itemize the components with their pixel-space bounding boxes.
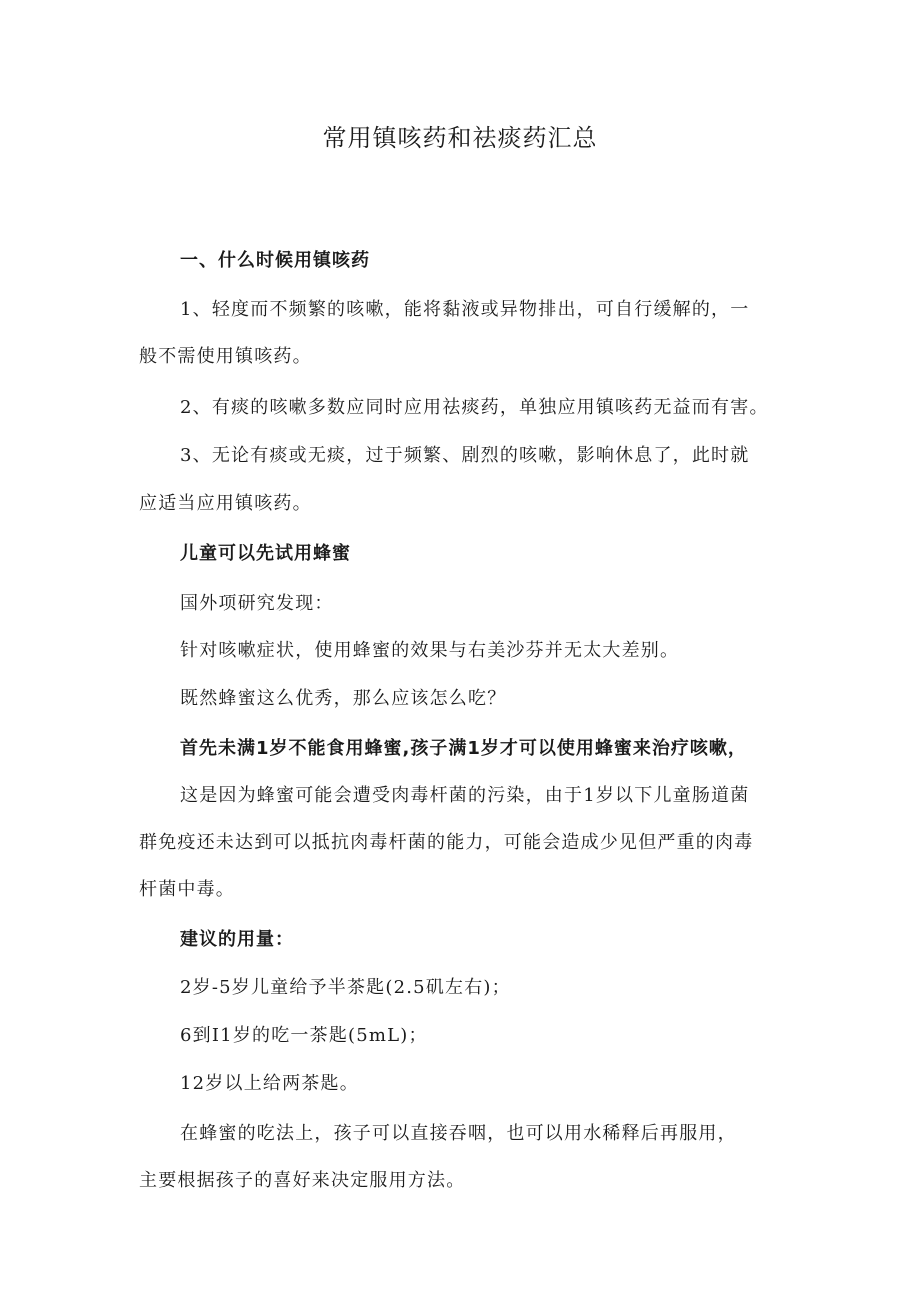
dose-age-12-plus: 12岁以上给两茶匙。: [180, 1073, 359, 1094]
method-line-1: 在蜂蜜的吃法上，孩子可以直接吞咽，也可以用水稀释后再服用，: [180, 1123, 737, 1144]
paragraph-3-line-1: 3、无论有痰或无痰，过于频繁、剧烈的咳嗽，影响休息了，此时就: [180, 445, 750, 466]
question-line: 既然蜂蜜这么优秀，那么应该怎么吃？: [180, 688, 507, 709]
reason-line-3: 杆菌中毒。: [139, 879, 235, 900]
honey-heading: 儿童可以先试用蜂蜜: [180, 543, 351, 564]
dose-age-6-11: 6到I1岁的吃一茶匙(5mL)；: [180, 1025, 428, 1046]
paragraph-2-line-1: 2、有痰的咳嗽多数应同时应用祛痰药，单独应用镇咳药无益而有害。: [180, 397, 769, 418]
method-line-2: 主要根据孩子的喜好来决定服用方法。: [139, 1170, 466, 1191]
paragraph-1-line-1: 1、轻度而不频繁的咳嗽，能将黏液或异物排出，可自行缓解的，一: [180, 299, 750, 320]
research-intro: 国外项研究发现：: [180, 593, 334, 614]
document-title: 常用镇咳药和祛痰药汇总: [322, 124, 598, 152]
reason-line-2: 群免疫还未达到可以抵抗肉毒杆菌的能力，可能会造成少见但严重的肉毒: [139, 832, 754, 853]
age-warning: 首先未满1岁不能食用蜂蜜,孩子满1岁才可以使用蜂蜜来治疗咳嗽，: [180, 738, 747, 759]
research-finding: 针对咳嗽症状，使用蜂蜜的效果与右美沙芬并无太大差别。: [180, 640, 680, 661]
section-heading-when-to-use: 一、什么时候用镇咳药: [180, 250, 370, 271]
paragraph-1-line-2: 般不需使用镇咳药。: [139, 346, 312, 367]
dose-age-2-5: 2岁-5岁儿童给予半茶匙(2.5矶左右)；: [180, 977, 511, 998]
paragraph-3-line-2: 应适当应用镇咳药。: [139, 493, 312, 514]
reason-line-1: 这是因为蜂蜜可能会遭受肉毒杆菌的污染，由于1岁以下儿童肠道菌: [180, 785, 750, 806]
dosage-heading: 建议的用量：: [180, 929, 294, 950]
